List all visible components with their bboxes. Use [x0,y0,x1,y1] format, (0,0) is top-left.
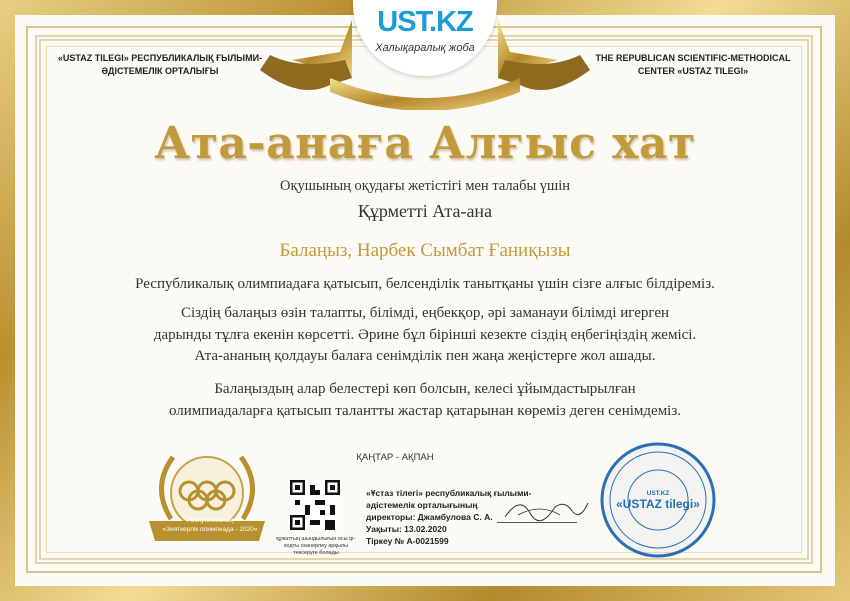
qr-code-icon [290,480,340,530]
child-name: Балаңыз, Нарбек Сымбат Ғаниқызы [279,240,571,261]
paragraph-2-line-3: Ата-ананың қолдауы балаға сенімділік пен жаңа жеңістерге жол ашады. [194,348,656,364]
signature-scrawl [500,495,590,525]
medal-caption-line-2: «Зияткерлік олимпиада - 2020» [162,526,258,533]
issue-date: Уақыты: 13.02.2020 [366,524,447,534]
stamp-top-text: UST.KZ [646,490,670,497]
stamp-text [598,490,718,511]
paragraph-3-line-2: олимпиадаларға қатысып талантты жастар қатарынан көреміз деген сенімдеміз. [168,402,682,419]
certificate-subtitle: Оқушының оқудағы жетістігі мен талабы үшін [279,178,571,194]
stamp-main-text: «USTAZ tilegi» [616,497,700,511]
certificate-title: Ата-анаға Алғыс хат [154,118,696,169]
paragraph-1-line: Республикалық олимпиадаға қатысып, белсенділік танытқаны үшін сізге алғыс білдіреміз. [135,276,715,292]
org-name-kazakh: «USTAZ TILEGI» РЕСПУБЛИКАЛЫҚ ҒЫЛЫМИ-ӘДІСТЕМЕЛІК ОРТАЛЫҒЫ [57,53,263,76]
salutation: Құрметті Ата-ана [357,201,493,221]
paragraph-1 [0,274,850,296]
paragraph-2-line-2: дарынды тұлға екенін көрсетті. Әрине бұл бірінші кезекте сіздің еңбегіңіздің жемісі. [153,326,697,343]
registration-number: Тіркеу № А-0021599 [366,536,449,546]
director-name: директоры: Джамбулова С. А. [366,512,493,522]
medal-caption-line-1: Республикалық [186,517,234,524]
site-logo: UST.KZ [377,6,473,38]
logo-subtitle: Халықаралық жоба [375,42,475,54]
signature-org-line-2: әдістемелік орталығының [366,500,478,510]
qr-caption: құжаттың шындылығын осы qr-кодты сканерлеу арқылы тексеруге болады [276,536,356,556]
paragraph-2-line-1: Сіздің балаңыз өзін талапты, білімді, еңбекқор, әрі заманауи білімді игерген [180,305,670,321]
paragraph-3 [0,379,850,422]
paragraph-3-line-1: Балаңыздың алар белестері көп болсын, келесі ұйымдастырылған [214,381,636,397]
paragraph-2 [0,303,850,368]
period-label: ҚАҢТАР - АҚПАН [356,452,434,463]
medal-caption [155,516,265,534]
org-name-english: THE REPUBLICAN SCIENTIFIC-METHODICAL CENTER «USTAZ TILEGI» [595,53,791,76]
signature-org-line-1: «Ұстаз тілегі» республикалық ғылыми- [366,488,532,498]
